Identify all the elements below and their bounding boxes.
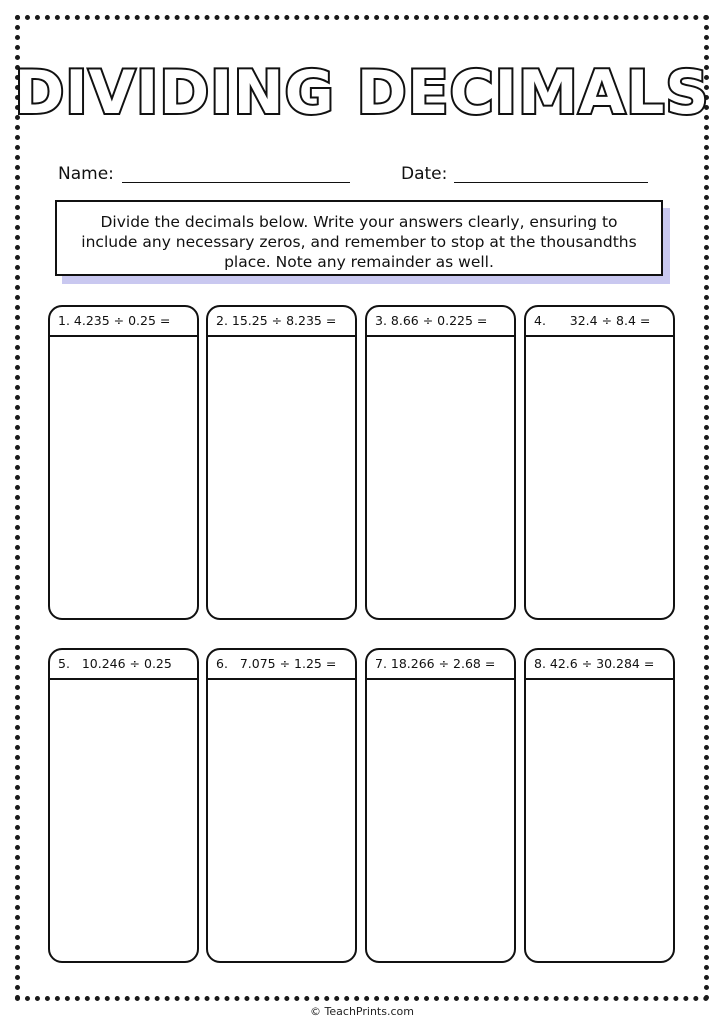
problem-card-5 (48, 648, 199, 963)
problem-card-2 (206, 305, 357, 620)
answer-area-3[interactable] (367, 337, 514, 618)
answer-area-8[interactable] (526, 680, 673, 961)
problem-1-label: 1. 4.235 ÷ 0.25 = (50, 307, 197, 337)
problem-2-label: 2. 15.25 ÷ 8.235 = (208, 307, 355, 337)
answer-area-2[interactable] (208, 337, 355, 618)
answer-area-4[interactable] (526, 337, 673, 618)
name-label: Name: (58, 164, 114, 184)
problem-6-label: 6. 7.075 ÷ 1.25 = (208, 650, 355, 680)
problem-card-8 (524, 648, 675, 963)
answer-area-6[interactable] (208, 680, 355, 961)
problem-card-3 (365, 305, 516, 620)
problem-3-label: 3. 8.66 ÷ 0.225 = (367, 307, 514, 337)
problem-card-1 (48, 305, 199, 620)
date-label: Date: (401, 164, 448, 184)
date-field[interactable] (454, 182, 648, 183)
name-date-row (58, 164, 658, 188)
instructions-box: Divide the decimals below. Write your answers clearly, ensuring to include any necessary zeros, and remember to stop at the thousandths place. Note any remainder as well. (55, 200, 663, 276)
problem-card-4 (524, 305, 675, 620)
problem-8-label: 8. 42.6 ÷ 30.284 = (526, 650, 673, 680)
name-field[interactable] (122, 182, 350, 183)
problem-card-6 (206, 648, 357, 963)
copyright-footer: © TeachPrints.com (310, 1005, 414, 1018)
problem-5-label: 5. 10.246 ÷ 0.25 (50, 650, 197, 680)
problem-card-7 (365, 648, 516, 963)
answer-area-7[interactable] (367, 680, 514, 961)
problem-7-label: 7. 18.266 ÷ 2.68 = (367, 650, 514, 680)
answer-area-1[interactable] (50, 337, 197, 618)
worksheet-title: DIVIDING DECIMALS (14, 58, 710, 128)
answer-area-5[interactable] (50, 680, 197, 961)
problem-4-label: 4. 32.4 ÷ 8.4 = (526, 307, 673, 337)
